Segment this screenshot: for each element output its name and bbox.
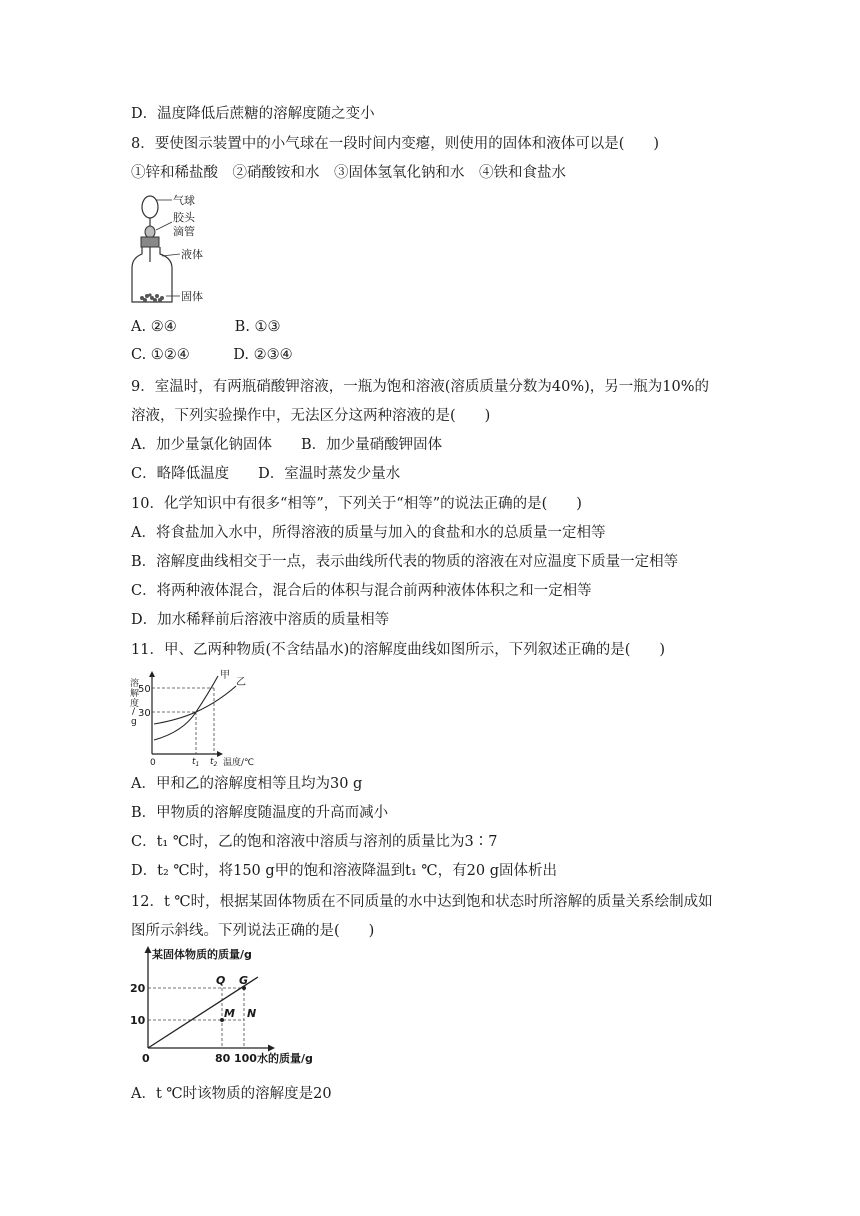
q11-option-c: C．t₁ ℃时，乙的饱和溶液中溶质与溶剂的质量比为3∶7 [131,834,498,850]
svg-text:度: 度 [130,699,140,709]
q12-option-a: A．t ℃时该物质的溶解度是20 [131,1086,332,1102]
q11-label-jia: 甲 [220,670,230,681]
q8-apparatus-figure [128,192,218,308]
q11-option-b: B．甲物质的溶解度随温度的升高而减小 [131,805,389,821]
q9-stem-line1: 9．室温时，有两瓶硝酸钾溶液，一瓶为饱和溶液(溶质质量分数为40%)，另一瓶为10%的 [131,379,709,395]
svg-text:解: 解 [130,689,140,699]
svg-text:溶: 溶 [130,679,140,689]
q11-tick-t1: $t_1$ [192,757,200,768]
q7-option-d: D．温度降低后蔗糖的溶解度随之变小 [131,106,375,122]
q11-label-yi: 乙 [236,677,246,688]
label-solid: 固体 [181,290,203,303]
svg-text:g: g [131,717,137,727]
q9-options-cd: C．略降低温度 D．室温时蒸发少量水 [131,466,401,482]
q11-origin: 0 [150,758,156,768]
q12-mass-chart [126,944,346,1070]
q12-stem-line2: 图所示斜线。下列说法正确的是( ) [131,923,375,939]
q12-label-g: G [239,974,249,987]
q9-options-ab: A．加少量氯化钠固体 B．加少量硝酸钾固体 [131,437,443,453]
q11-tick-50: 50 [138,684,151,695]
q12-origin: 0 [142,1052,150,1065]
q11-curve-yi [154,686,236,724]
q8-choices: ①锌和稀盐酸 ②硝酸铵和水 ③固体氢氧化钠和水 ④铁和食盐水 [131,165,566,181]
q12-ylabel: 某固体物质的质量/g [152,948,252,961]
label-dropper: 滴管 [173,225,195,238]
q8-stem: 8．要使图示装置中的小气球在一段时间内变瘪，则使用的固体和液体可以是( ) [131,136,660,152]
q11-option-a: A．甲和乙的溶解度相等且均为30 g [131,776,363,792]
label-liquid: 液体 [181,248,203,261]
q10-option-a: A．将食盐加入水中，所得溶液的质量与加入的食盐和水的总质量一定相等 [131,525,606,541]
q10-stem: 10．化学知识中有很多“相等”，下列关于“相等”的说法正确的是( ) [131,496,582,512]
q12-label-m: M [224,1007,235,1020]
q11-tick-t2: $t_2$ [210,757,218,768]
q12-label-n: N [247,1007,257,1020]
q11-curve-jia [154,676,218,740]
dropper-bulb-shape [145,226,155,238]
q10-option-d: D．加水稀释前后溶液中溶质的质量相等 [131,612,390,628]
svg-text:/: / [132,707,136,717]
q11-tick-30: 30 [138,708,151,719]
q11-ylabel [130,677,139,727]
q8-options-cd: C. ①②④ D. ②③④ [131,347,293,363]
q8-options-ab: A. ②④ B. ①③ [131,319,281,335]
q12-tick-100: 100 [234,1052,257,1065]
q12-label-q: Q [216,974,226,987]
balloon-shape [142,196,158,218]
q11-xlabel: 温度/℃ [223,758,255,768]
q10-option-c: C．将两种液体混合，混合后的体积与混合前两种液体体积之和一定相等 [131,583,592,599]
q10-option-b: B．溶解度曲线相交于一点，表示曲线所代表的物质的溶液在对应温度下质量一定相等 [131,554,679,570]
q11-stem: 11．甲、乙两种物质(不含结晶水)的溶解度曲线如图所示，下列叙述正确的是( ) [131,642,666,658]
label-bulb: 胶头 [173,211,195,224]
solid-granules [140,293,164,302]
label-balloon: 气球 [173,194,195,207]
q12-tick-10: 10 [130,1014,146,1027]
q12-xlabel: 水的质量/g [257,1052,313,1065]
q11-option-d: D．t₂ ℃时，将150 g甲的饱和溶液降温到t₁ ℃，有20 g固体析出 [131,863,557,879]
q12-tick-20: 20 [130,982,146,995]
stopper-shape [141,237,159,247]
q12-tick-80: 80 [215,1052,231,1065]
q9-stem-line2: 溶液，下列实验操作中，无法区分这两种溶液的是( ) [131,408,491,424]
q12-stem-line1: 12．t ℃时，根据某固体物质在不同质量的水中达到饱和状态时所溶解的质量关系绘制成如 [131,894,713,910]
q11-solubility-chart [128,668,268,768]
